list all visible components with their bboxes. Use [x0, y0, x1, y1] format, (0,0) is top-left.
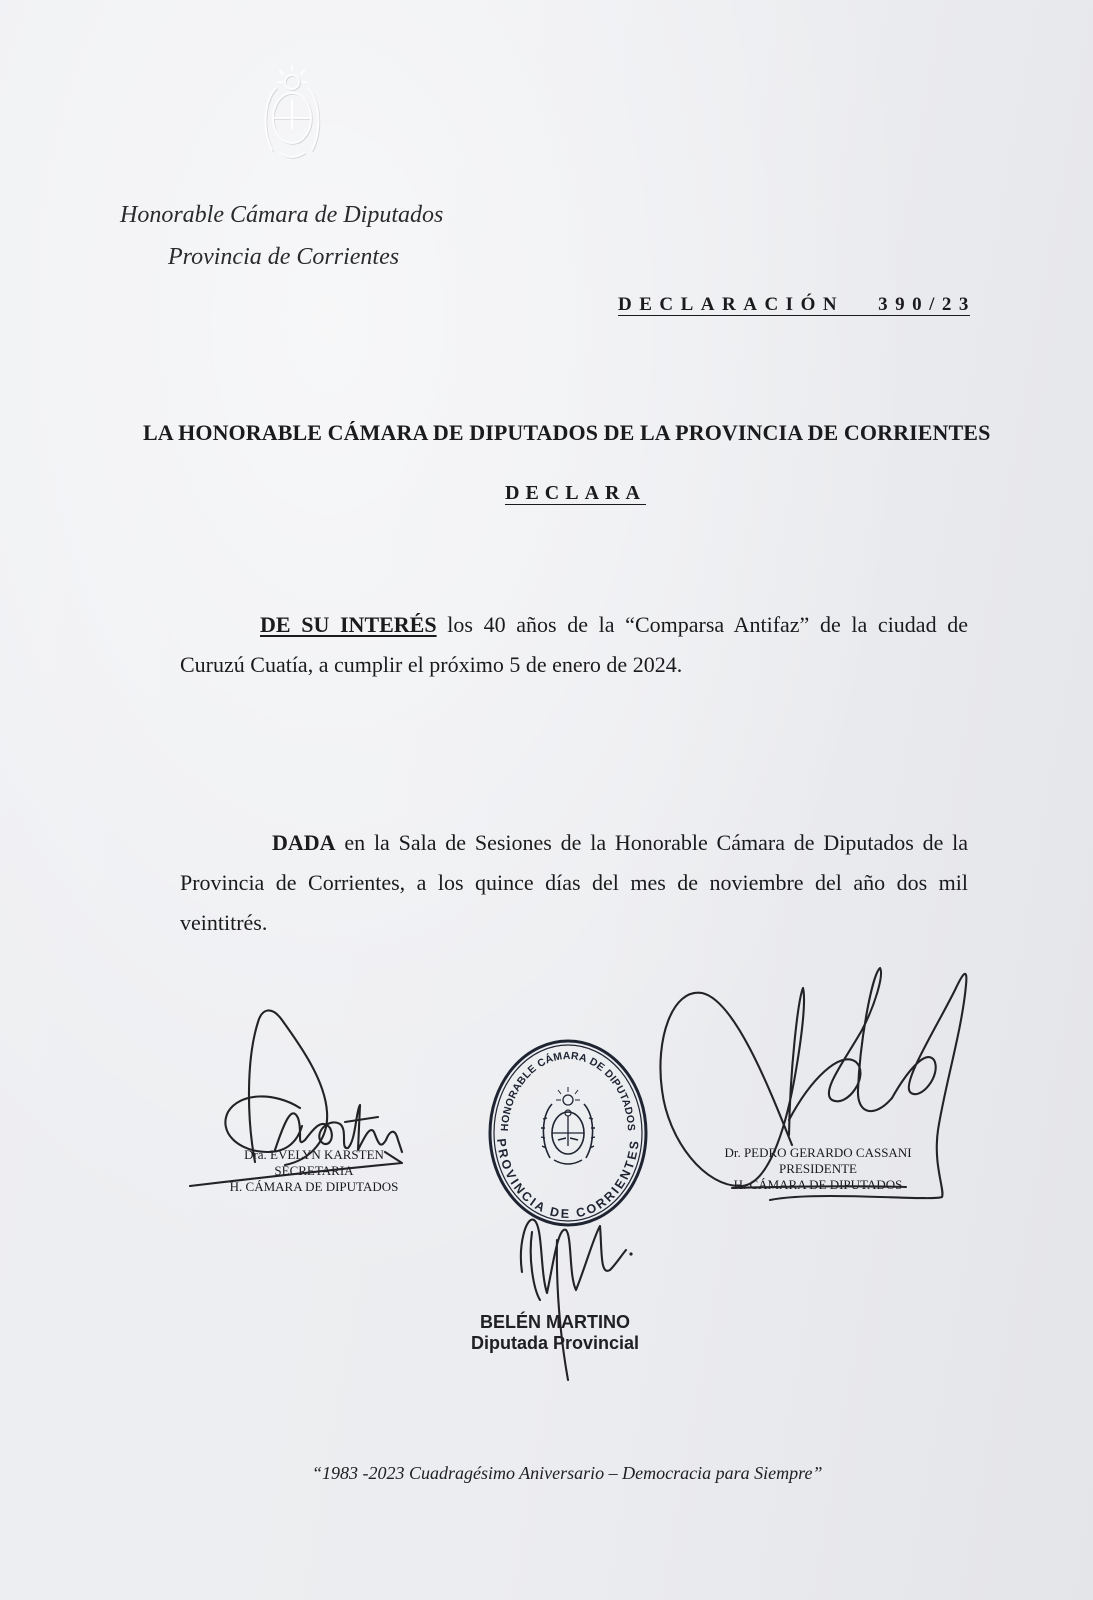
interest-text: los 40 años de la “Comparsa Antifaz” de la ciudad de — [447, 612, 968, 637]
interest-text: Curuzú Cuatía, a cumplir el próximo 5 de enero de 2024. — [180, 652, 683, 677]
interest-paragraph-first-line — [180, 605, 968, 645]
letterhead-province-name: Provincia de Corrientes — [168, 244, 400, 270]
deputy-signature — [521, 1220, 633, 1380]
embossed-coat-of-arms-icon — [266, 66, 320, 158]
given-text: Provincia de Corrientes, a los quince días del mes de noviembre del año dos mil — [180, 870, 968, 895]
signature-stroke — [249, 1010, 327, 1165]
signature-stroke — [521, 1220, 626, 1293]
declaration-label: DECLARACIÓN — [618, 294, 845, 315]
seal-inner-ring — [494, 1045, 642, 1221]
declaration-number-heading — [618, 294, 976, 316]
signature-stroke — [557, 1240, 568, 1380]
signature-dot — [629, 1252, 632, 1255]
signature-stroke — [345, 1117, 378, 1122]
secretary-signature-block — [204, 1147, 424, 1195]
signature-stroke — [225, 1096, 302, 1152]
anniversary-footer: “1983 -2023 Cuadragésimo Aniversario – Democracia para Siempre” — [312, 1463, 823, 1483]
interest-lead: DE SU INTERÉS — [260, 612, 437, 637]
president-role: PRESIDENTE — [779, 1161, 857, 1176]
given-text: veintitrés. — [180, 910, 268, 935]
chamber-seal — [490, 1041, 646, 1225]
signature-stroke — [275, 1105, 402, 1152]
given-lead: DADA — [272, 830, 336, 855]
chamber-heading: LA HONORABLE CÁMARA DE DIPUTADOS DE LA PROVINCIA DE CORRIENTES — [143, 420, 991, 445]
secretary-name: Dra. EVELYN KARSTEN — [244, 1147, 384, 1162]
declara-heading: DECLARA — [505, 482, 646, 504]
declaration-number: 390/23 — [878, 294, 976, 315]
president-name: Dr. PEDRO GERARDO CASSANI — [724, 1145, 912, 1160]
seal-outer-ring — [490, 1041, 646, 1225]
seal-bottom-text: PROVINCIA DE CORRIENTES — [494, 1137, 642, 1222]
given-paragraph-first-line — [180, 823, 968, 863]
secretary-role: SECRETARIA — [274, 1163, 354, 1178]
president-institution: H. CÁMARA DE DIPUTADOS — [733, 1177, 903, 1192]
seal-top-label — [499, 1050, 637, 1132]
given-text: en la Sala de Sesiones de la Honorable Cámara de Diputados de la — [344, 830, 969, 855]
signature-stroke — [531, 1232, 540, 1300]
secretary-institution: H. CÁMARA DE DIPUTADOS — [229, 1179, 399, 1194]
given-paragraph — [180, 823, 968, 943]
deputy-name: BELÉN MARTINO — [480, 1312, 630, 1332]
coat-of-arms-icon — [541, 1087, 595, 1164]
signature-stroke — [789, 968, 892, 1120]
seal-bottom-label — [494, 1138, 642, 1221]
interest-paragraph — [180, 605, 968, 685]
seal-top-text: HONORABLE CÁMARA DE DIPUTADOS — [498, 1049, 638, 1132]
deputy-signature-block — [435, 1312, 675, 1354]
deputy-role: Diputada Provincial — [470, 1333, 640, 1353]
letterhead-chamber-name: Honorable Cámara de Diputados — [120, 202, 444, 228]
president-signature-block — [708, 1145, 928, 1193]
